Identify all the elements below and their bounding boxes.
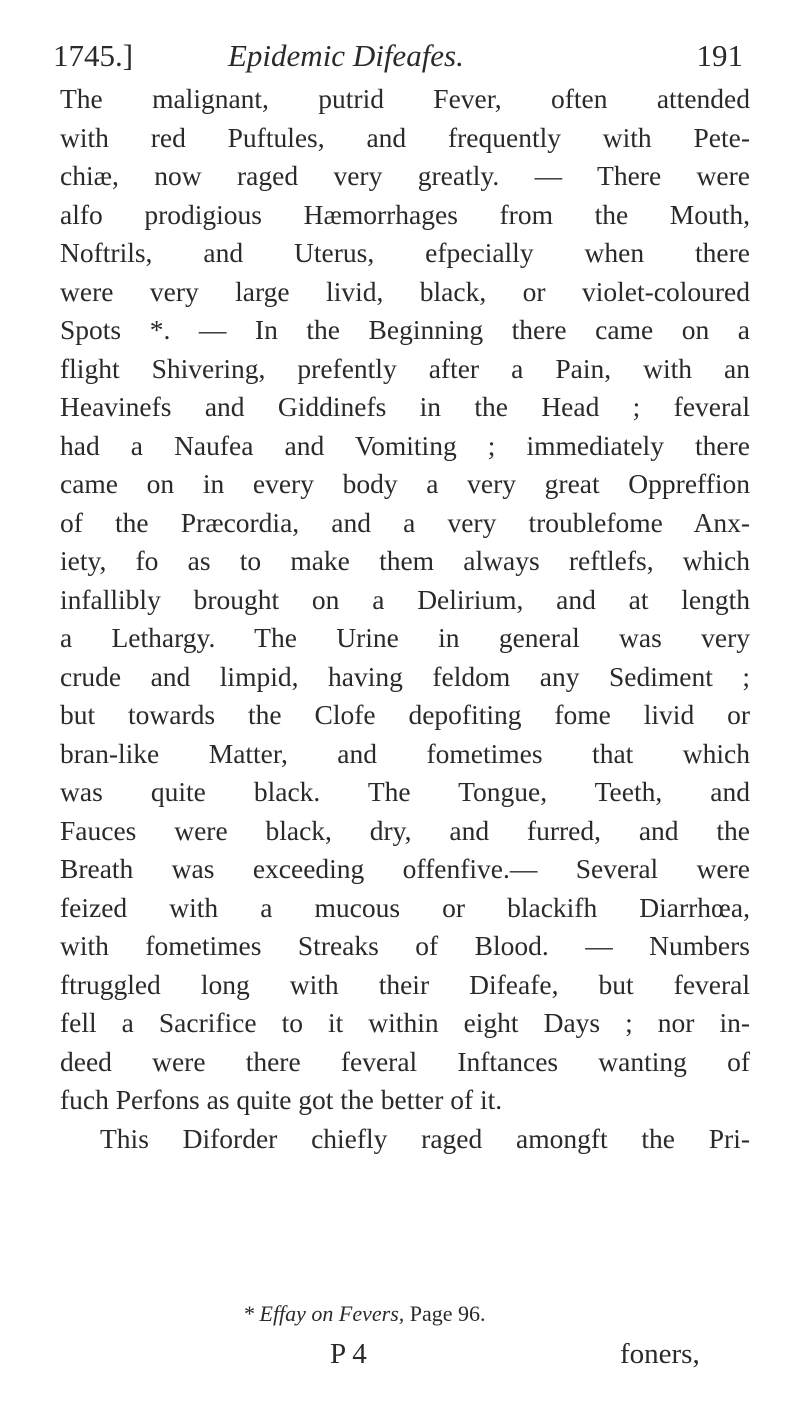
text-line: crude and limpid, having feldom any Sediment ; (60, 660, 750, 692)
text-line: Heavinefs and Giddinefs in the Head ; feveral (60, 391, 750, 422)
text-line: Fauces were black, dry, and furred, and the (60, 814, 750, 846)
text-line: chiæ, now raged very greatly. — There were (60, 160, 750, 191)
text-line: of the Præcordia, and a very troublefome Anx- (60, 506, 750, 538)
text-line: with red Puftules, and frequently with Pete- (60, 121, 750, 153)
text-line: alfo prodigious Hæmorrhages from the Mouth, (60, 198, 750, 230)
text-line: This Diforder chiefly raged amongft the Pri- (100, 1122, 750, 1154)
text-line: flight Shivering, prefently after a Pain, with an (60, 352, 750, 384)
signature-mark: P 4 (330, 1338, 367, 1370)
catchword: foners, (620, 1338, 700, 1370)
text-line: infallibly brought on a Delirium, and at length (60, 583, 750, 615)
text-line: feized with a mucous or blackifh Diarrhœa, (60, 891, 750, 923)
text-line: came on in every body a very great Oppreffion (60, 468, 750, 499)
text-line: with fometimes Streaks of Blood. — Numbers (60, 930, 750, 961)
text-line: iety, fo as to make them always reftlefs, which (60, 545, 750, 576)
running-head-title: Epidemic Difeafes. (228, 38, 464, 73)
text-line: fuch Perfons as quite got the better of it. (60, 1084, 503, 1115)
text-line: deed were there feveral Inftances wanting of (60, 1045, 750, 1077)
footnote (243, 1301, 486, 1327)
text-line: bran-like Matter, and fometimes that which (60, 737, 750, 769)
text-line: were very large livid, black, or violet-coloured (60, 275, 750, 307)
text-line: The malignant, putrid Fever, often attended (60, 83, 750, 114)
text-line: Breath was exceeding offenfive.— Several were (60, 853, 750, 884)
text-line: ftruggled long with their Difeafe, but feveral (60, 968, 750, 1000)
text-line: fell a Sacrifice to it within eight Days ; nor in- (60, 1007, 750, 1038)
running-head (53, 38, 743, 86)
footnote-reference: Page 96. (409, 1301, 486, 1326)
footnote-mark: * (243, 1301, 254, 1326)
body-text (60, 80, 750, 1158)
page-number: 191 (696, 38, 743, 73)
footnote-title: Effay on Fevers, (259, 1301, 405, 1326)
text-line: Spots *. — In the Beginning there came on a (60, 314, 750, 345)
running-head-year: 1745.] (53, 38, 134, 73)
text-line: was quite black. The Tongue, Teeth, and (60, 776, 750, 807)
text-line: had a Naufea and Vomiting ; immediately there (60, 429, 750, 461)
text-line: a Lethargy. The Urine in general was very (60, 622, 750, 653)
text-line: but towards the Clofe depofiting fome livid or (60, 699, 750, 730)
text-line: Noftrils, and Uterus, efpecially when there (60, 237, 750, 268)
